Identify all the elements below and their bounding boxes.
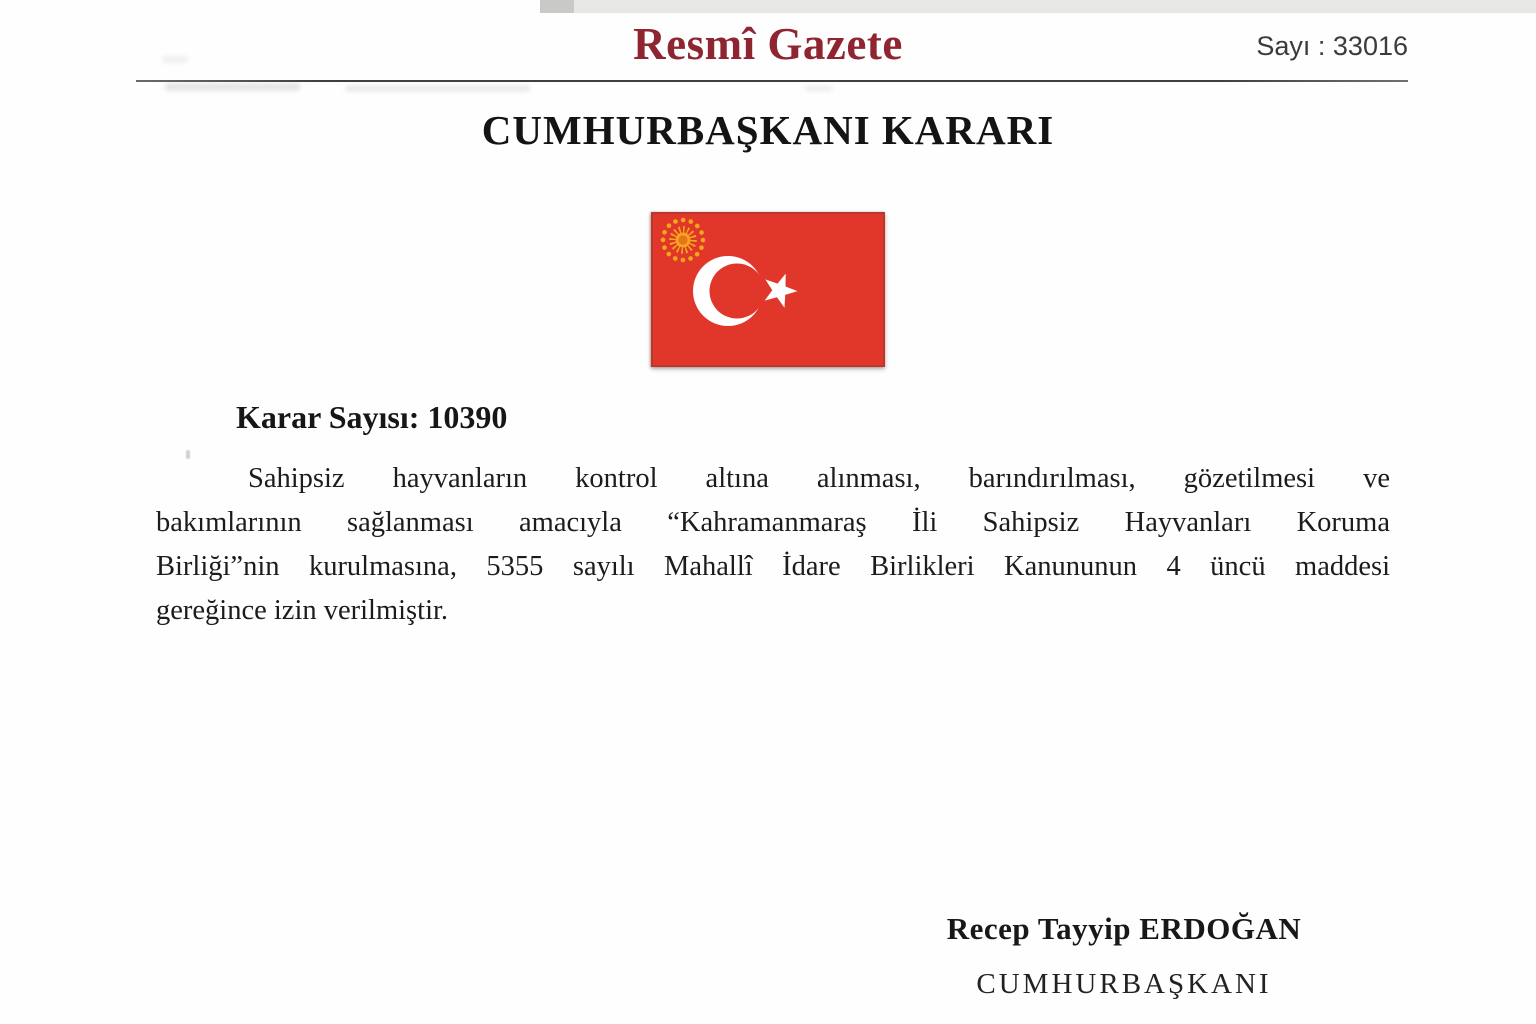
body-line: gereğince izin verilmiştir. — [156, 595, 449, 626]
turkish-flag — [651, 212, 885, 367]
scan-artifact-strip — [540, 0, 1536, 13]
decision-number: Karar Sayısı: 10390 — [236, 399, 508, 435]
scan-artifact — [165, 83, 300, 91]
turkish-flag-image — [651, 212, 885, 367]
signature-block — [874, 911, 1374, 1001]
header-divider — [136, 80, 1408, 82]
decision-body-paragraph — [156, 457, 1390, 633]
body-line: Birliği”nin kurulmasına, 5355 sayılı Mahallî İdare Birlikleri Kanununun 4 üncü maddesi — [156, 551, 1390, 582]
body-line: bakımlarının sağlanması amacıyla “Kahramanmaraş İli Sahipsiz Hayvanları Koruma — [156, 507, 1390, 538]
issue-number: Sayı : 33016 — [1256, 31, 1408, 61]
scan-artifact-block — [540, 0, 574, 13]
body-line: Sahipsiz hayvanların kontrol altına alınması, barındırılması, gözetilmesi ve — [248, 463, 1390, 494]
scan-artifact — [345, 85, 530, 92]
gazette-masthead-title: Resmî Gazete — [633, 19, 903, 69]
scan-artifact — [805, 86, 833, 91]
signatory-name: Recep Tayyip ERDOĞAN — [946, 911, 1302, 946]
signatory-title: CUMHURBAŞKANI — [976, 968, 1272, 1000]
document-title: CUMHURBAŞKANI KARARI — [481, 107, 1055, 153]
